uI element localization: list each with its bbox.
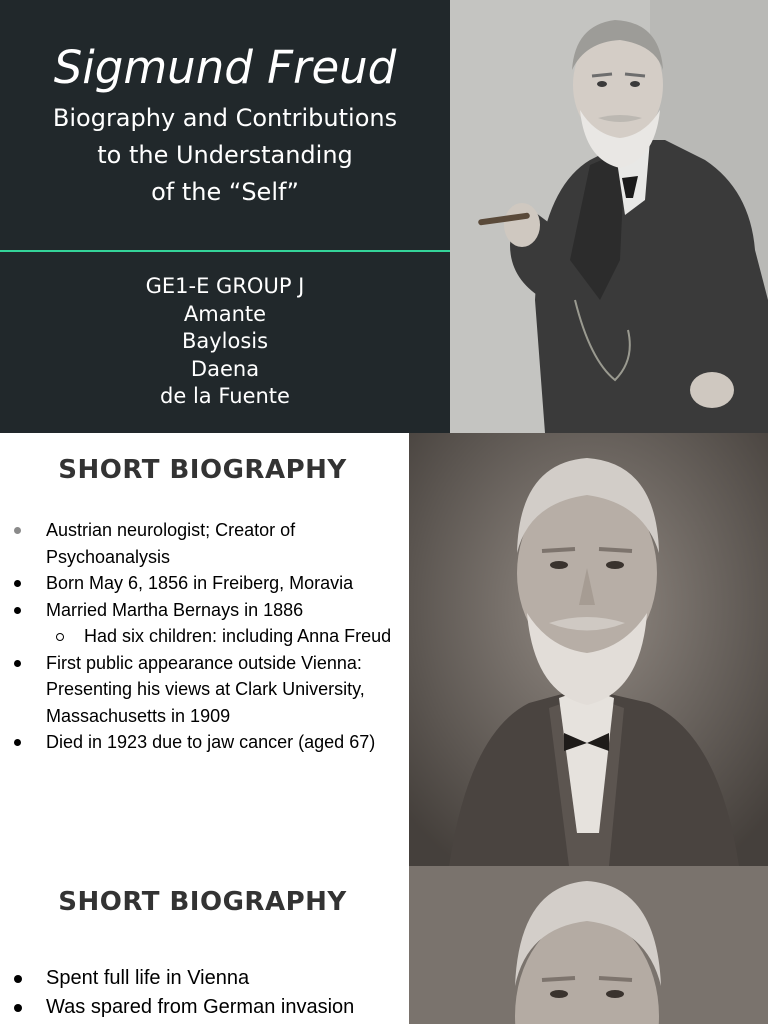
member-name: Daena <box>190 356 260 381</box>
subtitle-line: Biography and Contributions <box>52 104 398 132</box>
presentation-subtitle <box>0 100 450 211</box>
member-name: Amante <box>183 301 267 326</box>
bullet-dot-icon <box>14 739 21 746</box>
bullet-text: Spent full life in Vienna <box>46 967 250 989</box>
accent-divider <box>0 250 450 252</box>
sub-bullet-item <box>14 623 406 650</box>
subtitle-line: to the Understanding <box>97 141 353 169</box>
presentation-title: Sigmund Freud <box>53 41 397 94</box>
biography-bullet-list <box>14 964 406 1022</box>
freud-sepia-portrait-photo <box>409 433 768 866</box>
hollow-bullet-icon <box>56 633 64 641</box>
bullet-dot-icon <box>14 580 21 587</box>
biography-slide-2 <box>0 866 768 1024</box>
group-members <box>0 273 450 411</box>
subtitle-line: of the “Self” <box>151 178 299 206</box>
bullet-dot-icon <box>14 975 22 983</box>
slide-heading: SHORT BIOGRAPHY <box>58 887 347 917</box>
bullet-item <box>14 729 406 756</box>
bullet-item <box>14 517 406 570</box>
bullet-text: Born May 6, 1856 in Freiberg, Moravia <box>46 573 354 593</box>
bullet-dot-icon <box>14 660 21 667</box>
member-name: de la Fuente <box>160 384 290 408</box>
bullet-item <box>14 597 406 624</box>
title-slide <box>0 0 768 433</box>
bullet-text: Died in 1923 due to jaw cancer (aged 67) <box>46 732 376 752</box>
biography-bullet-list <box>14 517 406 756</box>
bullet-item <box>14 964 406 993</box>
bullet-dot-icon <box>14 1004 22 1012</box>
bullet-text: Had six children: including Anna Freud <box>84 626 392 646</box>
freud-portrait-photo-cropped <box>409 866 768 1024</box>
bullet-text: Austrian neurologist; Creator of Psychoanalysis <box>46 520 296 567</box>
slide-heading: SHORT BIOGRAPHY <box>58 455 347 485</box>
freud-portrait-photo <box>450 0 768 433</box>
freud-bust-illustration <box>409 433 768 866</box>
bullet-item <box>14 650 406 730</box>
bullet-item <box>14 993 406 1022</box>
bullet-text: Was spared from German invasion <box>46 996 355 1018</box>
group-name: GE1-E GROUP J <box>145 274 305 298</box>
biography-slide-1 <box>0 433 768 866</box>
bullet-text: Married Martha Bernays in 1886 <box>46 599 304 620</box>
freud-standing-illustration <box>450 0 768 433</box>
bullet-item <box>14 570 406 597</box>
member-name: Baylosis <box>181 329 269 353</box>
bullet-text: First public appearance outside Vienna: Presenting his views at Clark University, Massachusetts in 1909 <box>46 652 365 726</box>
freud-head-illustration <box>409 866 768 1024</box>
title-panel <box>0 0 450 433</box>
bullet-dot-icon <box>14 607 21 614</box>
bullet-dot-icon <box>14 527 21 534</box>
